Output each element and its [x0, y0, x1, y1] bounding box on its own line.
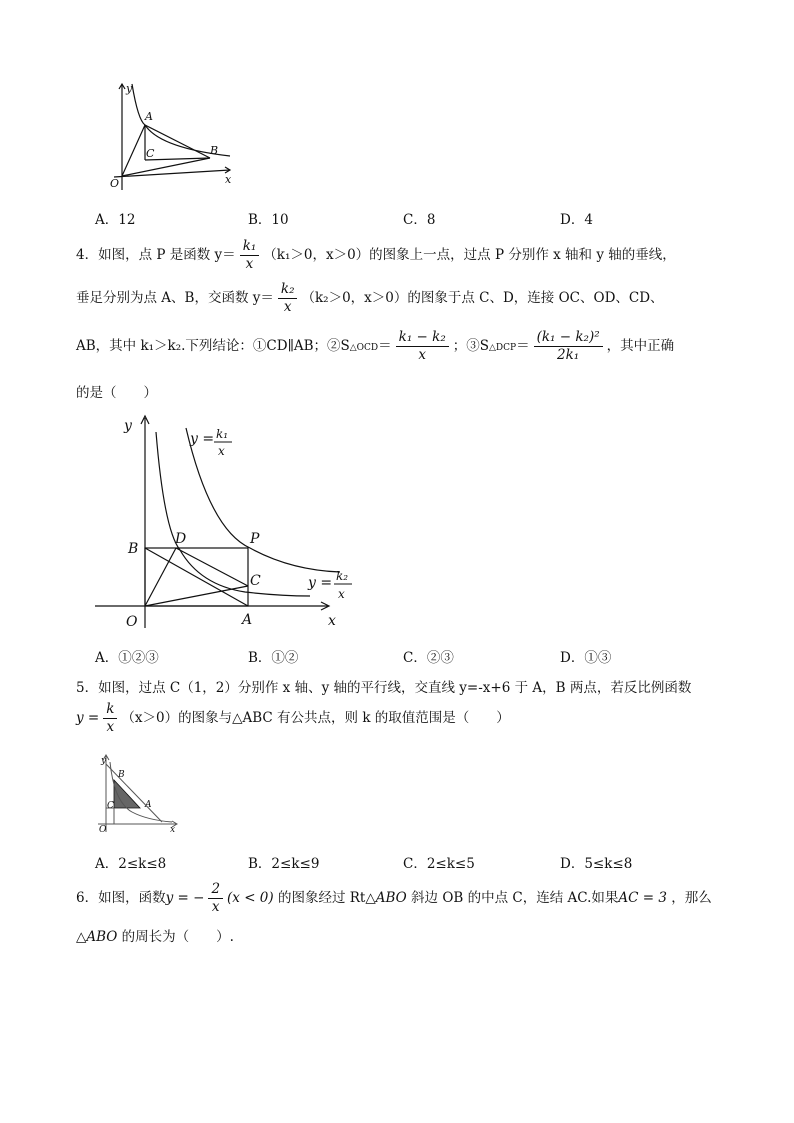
fig4-label-P: P — [250, 531, 260, 547]
fig5-label-O: O — [99, 825, 107, 835]
q6-d: ，那么 — [671, 890, 712, 906]
q4-sub-dcp: △DCP — [489, 343, 517, 353]
fig4-label-D: D — [175, 531, 187, 547]
q5-line1: 5．如图，过点 C（1，2）分别作 x 轴、y 轴的平行线，交直线 y=-x+6 于 A，B 两点，若反比例函数 — [76, 680, 692, 696]
q5-line2 — [76, 700, 510, 736]
q4-option-a[interactable]: A．①②③ — [95, 650, 159, 666]
q6-c: 斜边 OB 的中点 C，连结 AC.如果 — [411, 890, 619, 906]
q4-eq2: ＝ — [516, 338, 530, 354]
q4-line3-a: AB，其中 k₁＞k₂.下列结论：①CD∥AB；②S — [76, 338, 350, 354]
q6-line2 — [76, 925, 234, 945]
q4-line3-b: ；③S — [452, 338, 489, 354]
figure-q3 — [100, 80, 240, 195]
q4-line1 — [76, 237, 676, 273]
q4-line3 — [76, 328, 674, 366]
fig4-label-C: C — [250, 573, 261, 589]
q4-prefix: 4．如图，点 P 是函数 y＝ — [76, 247, 236, 263]
fig4-label-A: A — [242, 612, 253, 628]
q5-option-a[interactable]: A．2≤k≤8 — [95, 856, 167, 872]
q6-ac: AC = 3 — [618, 890, 667, 906]
fig4-label-y: y — [124, 418, 132, 434]
fig5-label-C: C — [107, 801, 114, 811]
q5-frac-k-x: $\frac{k}{x}$ — [103, 701, 117, 736]
fig4-curve1-x: x — [218, 444, 225, 458]
q4-line2-a: 垂足分别为点 A、B，交函数 y＝ — [76, 290, 274, 306]
q5-option-d[interactable]: D．5≤k≤8 — [560, 856, 633, 872]
fig3-label-C: C — [146, 147, 155, 160]
q6-condition: (x < 0) — [227, 890, 274, 906]
q5-y-eq: y = — [76, 710, 100, 726]
q6-triangle1: △ABO — [365, 890, 407, 906]
figure-q5 — [92, 752, 182, 837]
q4-option-b[interactable]: B．①② — [248, 650, 299, 666]
fig5-label-x: x — [170, 825, 176, 835]
q6-triangle2: △ABO — [76, 929, 118, 945]
q3-option-c[interactable]: C．8 — [403, 212, 436, 228]
q4-option-d[interactable]: D．①③ — [560, 650, 612, 666]
fig4-curve2-x: x — [338, 587, 345, 601]
q4-frac-k1-x: $\frac{\text{k₁}}{x}$ — [240, 238, 260, 273]
q4-after-frac1: （k₁＞0，x＞0）的图象上一点，过点 P 分别作 x 轴和 y 轴的垂线， — [263, 247, 676, 263]
q4-eq1: ＝ — [378, 338, 392, 354]
fig3-label-x: x — [225, 173, 232, 186]
fig3-label-B: B — [210, 144, 219, 157]
fig5-label-A: A — [145, 800, 152, 810]
fig4-label-x: x — [328, 613, 336, 629]
fig3-label-y: y — [126, 82, 133, 95]
fig4-curve2-k2: k₂ — [336, 569, 349, 583]
fig4-curve1-y: y = — [190, 431, 215, 447]
q6-line1 — [76, 880, 712, 916]
fig4-curve1-k1: k₁ — [216, 427, 229, 441]
q4-line3-c: ，其中正确 — [606, 338, 675, 354]
fig5-label-y: y — [101, 756, 107, 766]
fig3-label-A: A — [145, 110, 153, 123]
q6-b: 的图象经过 Rt — [277, 890, 366, 906]
q4-line4: 的是（ ） — [76, 385, 157, 401]
q4-frac-s-dcp: $\frac{\text{(k₁ − k₂)²}}{\text{2k₁}}$ — [534, 329, 603, 364]
q6-frac-2-x: $\frac{2}{x}$ — [208, 881, 223, 916]
q4-frac-s-ocd: $\frac{\text{k₁ − k₂}}{x}$ — [396, 329, 449, 364]
figure-q4 — [90, 410, 360, 635]
q4-option-c[interactable]: C．②③ — [403, 650, 454, 666]
fig4-curve2-y: y = — [308, 575, 333, 591]
fig4-label-B: B — [128, 541, 139, 557]
q5-option-b[interactable]: B．2≤k≤9 — [248, 856, 320, 872]
q5-line2-text: （x＞0）的图象与△ABC 有公共点，则 k 的取值范围是（ ） — [121, 710, 510, 726]
fig3-label-O: O — [110, 177, 120, 190]
fig4-label-O: O — [126, 614, 138, 630]
q4-line2-b: （k₂＞0，x＞0）的图象于点 C、D，连接 OC、OD、CD、 — [301, 290, 664, 306]
q4-line2 — [76, 280, 664, 316]
q3-option-b[interactable]: B．10 — [248, 212, 289, 228]
q3-option-d[interactable]: D．4 — [560, 212, 593, 228]
q6-a: 6．如图，函数 — [76, 890, 166, 906]
q4-sub-ocd: △OCD — [349, 343, 379, 353]
q6-e: 的周长为（ ）. — [121, 929, 234, 945]
q6-y-eq: y = − — [165, 890, 205, 906]
fig5-label-B: B — [118, 770, 125, 780]
q3-option-a[interactable]: A．12 — [95, 212, 136, 228]
q5-option-c[interactable]: C．2≤k≤5 — [403, 856, 475, 872]
q4-frac-k2-x: $\frac{\text{k₂}}{x}$ — [278, 281, 298, 316]
